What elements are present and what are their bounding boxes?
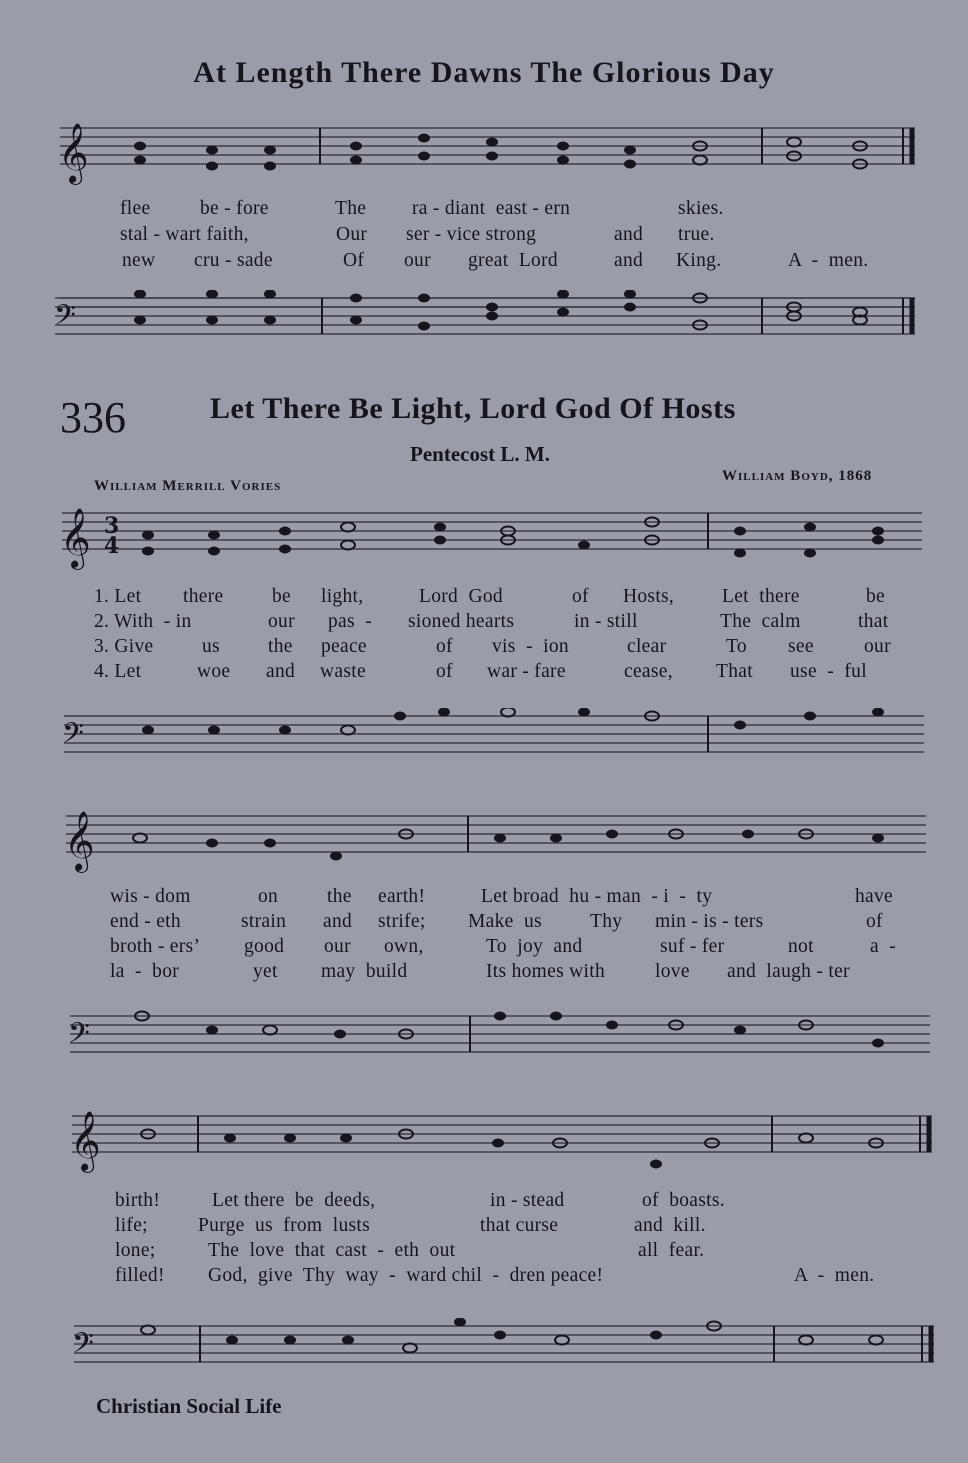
lyric-syllable: Our — [336, 224, 368, 245]
treble-clef-icon: 𝄞 — [70, 1111, 101, 1171]
lyric-syllable: A - men. — [788, 250, 869, 271]
lyric-syllable: and laugh - ter — [727, 961, 850, 982]
lyric-syllable: and — [266, 661, 296, 682]
system-3-treble-staff — [0, 1108, 968, 1178]
lyric-syllable: war - fare — [487, 661, 566, 682]
time-signature: 3 — [104, 513, 120, 539]
lyric-syllable: a - — [870, 936, 897, 957]
stanza-1-line — [0, 1190, 968, 1216]
lyric-syllable: of — [436, 661, 453, 682]
lyric-syllable: love — [655, 961, 690, 982]
lyric-syllable: woe — [197, 661, 231, 682]
lyric-syllable: see — [788, 636, 814, 657]
lyric-syllable: be - fore — [200, 198, 269, 219]
lyric-syllable: great Lord — [468, 250, 558, 271]
lyric-syllable: waste — [320, 661, 366, 682]
stanza-4-line — [0, 661, 968, 687]
top-lyric-line-3 — [0, 250, 968, 276]
lyric-syllable: ra - diant east - ern — [412, 198, 571, 219]
lyric-syllable: Thy — [590, 911, 623, 932]
author-credit: William Merrill Vories — [94, 478, 282, 494]
system-2-bass-staff — [0, 1008, 968, 1078]
lyric-syllable: Let broad hu - man - i - ty — [481, 886, 713, 907]
note-heads — [134, 134, 636, 171]
system-1-treble-staff — [0, 505, 968, 575]
section-footer: Christian Social Life — [96, 1394, 282, 1418]
top-hymn-title: At Length There Dawns The Glorious Day — [193, 56, 775, 89]
lyric-syllable: us — [202, 636, 220, 657]
system-3-bass-staff — [0, 1318, 968, 1393]
lyric-syllable: wis - dom — [110, 886, 191, 907]
lyric-syllable: stal - wart faith, — [120, 224, 249, 245]
lyric-syllable: lone; — [115, 1240, 156, 1261]
lyric-syllable: of — [866, 911, 883, 932]
lyric-syllable: and — [614, 224, 644, 245]
lyric-syllable: the — [268, 636, 293, 657]
lyric-syllable: 2. With - in — [94, 611, 192, 632]
lyric-syllable: of — [436, 636, 453, 657]
treble-clef-icon: 𝄞 — [60, 508, 91, 568]
lyric-syllable: The calm — [720, 611, 801, 632]
lyric-syllable: strain — [241, 911, 287, 932]
stanza-2-line — [0, 611, 968, 637]
top-lyric-line-1 — [0, 198, 968, 224]
lyric-syllable: and — [614, 250, 644, 271]
lyric-syllable: King. — [676, 250, 722, 271]
lyric-syllable: cru - sade — [194, 250, 273, 271]
lyric-syllable: ser - vice strong — [406, 224, 537, 245]
lyric-syllable: that curse — [480, 1215, 559, 1236]
lyric-syllable: skies. — [678, 198, 724, 219]
lyric-syllable: sioned hearts — [408, 611, 515, 632]
lyric-syllable: Hosts, — [623, 586, 675, 607]
stanza-1-line — [0, 586, 968, 612]
lyric-syllable: That — [716, 661, 753, 682]
stanza-2-line — [0, 1215, 968, 1241]
lyric-syllable: use - ful — [790, 661, 867, 682]
stanza-2-line — [0, 911, 968, 937]
lyric-syllable: pas - — [328, 611, 373, 632]
lyric-syllable: flee — [120, 198, 151, 219]
lyric-syllable: suf - fer — [660, 936, 725, 957]
lyric-syllable: To — [726, 636, 747, 657]
lyric-syllable: there — [183, 586, 224, 607]
top-bass-staff — [0, 290, 968, 370]
lyric-syllable: in - still — [574, 611, 638, 632]
lyric-syllable: our — [404, 250, 431, 271]
half-notes — [693, 294, 867, 330]
lyric-syllable: light, — [321, 586, 364, 607]
lyric-syllable: vis - ion — [492, 636, 569, 657]
bass-clef-icon: 𝄢 — [62, 717, 84, 757]
lyric-syllable: birth! — [115, 1190, 161, 1211]
lyric-syllable: and — [323, 911, 353, 932]
lyric-syllable: may build — [321, 961, 408, 982]
lyric-syllable: be — [272, 586, 292, 607]
lyric-syllable: that — [858, 611, 889, 632]
lyric-syllable: our — [864, 636, 891, 657]
lyric-syllable: earth! — [378, 886, 426, 907]
bass-clef-icon: 𝄢 — [54, 299, 76, 339]
lyric-syllable: our — [268, 611, 295, 632]
lyric-syllable: not — [788, 936, 814, 957]
lyric-syllable: 1. Let — [94, 586, 142, 607]
lyric-syllable: Let there — [722, 586, 800, 607]
lyric-syllable: The love that cast - eth out — [208, 1240, 456, 1261]
treble-clef-icon: 𝄞 — [64, 811, 95, 871]
lyric-syllable: clear — [627, 636, 667, 657]
lyric-syllable: Its homes with — [486, 961, 606, 982]
lyric-syllable: broth - ers’ — [110, 936, 201, 957]
lyric-syllable: To joy and — [486, 936, 583, 957]
lyric-syllable: min - is - ters — [655, 911, 764, 932]
stanza-3-line — [0, 1240, 968, 1266]
lyric-syllable: new — [122, 250, 156, 271]
lyric-syllable: strife; — [378, 911, 426, 932]
hymn-title: Let There Be Light, Lord God Of Hosts — [210, 392, 736, 425]
hymn-number: 336 — [60, 393, 126, 442]
lyric-syllable: our — [324, 936, 351, 957]
stanza-4-line — [0, 1265, 968, 1291]
lyric-syllable: the — [327, 886, 352, 907]
lyric-syllable: God, give Thy way - ward chil - dren peace! — [208, 1265, 604, 1286]
top-lyric-line-2 — [0, 224, 968, 250]
stanza-3-line — [0, 636, 968, 662]
lyric-syllable: 4. Let — [94, 661, 142, 682]
lyric-syllable: end - eth — [110, 911, 181, 932]
lyric-syllable: and kill. — [634, 1215, 706, 1236]
lyric-syllable: Lord God — [419, 586, 503, 607]
lyric-syllable: life; — [115, 1215, 148, 1236]
lyric-syllable: Make us — [468, 911, 542, 932]
lyric-syllable: of boasts. — [642, 1190, 725, 1211]
lyric-syllable: la - bor — [110, 961, 180, 982]
system-1-bass-staff — [0, 708, 968, 778]
system-2-treble-staff — [0, 808, 968, 878]
lyric-syllable: Purge us from lusts — [198, 1215, 370, 1236]
lyric-syllable: good — [244, 936, 285, 957]
stanza-1-line — [0, 886, 968, 912]
lyric-syllable: yet — [253, 961, 278, 982]
lyric-syllable: in - stead — [490, 1190, 565, 1211]
lyric-syllable: all fear. — [638, 1240, 705, 1261]
time-signature: 4 — [104, 533, 120, 559]
lyric-syllable: peace — [321, 636, 367, 657]
composer-credit: William Boyd, 1868 — [722, 468, 873, 484]
lyric-syllable: own, — [384, 936, 424, 957]
stanza-3-line — [0, 936, 968, 962]
tune-name: Pentecost L. M. — [410, 442, 550, 466]
bass-clef-icon: 𝄢 — [72, 1327, 94, 1367]
lyric-syllable: A - men. — [794, 1265, 875, 1286]
stanza-4-line — [0, 961, 968, 987]
lyric-syllable: Of — [343, 250, 365, 271]
bass-clef-icon: 𝄢 — [68, 1017, 90, 1057]
lyric-syllable: of — [572, 586, 589, 607]
treble-clef-icon: 𝄞 — [58, 123, 89, 183]
lyric-syllable: be — [866, 586, 886, 607]
lyric-syllable: The — [335, 198, 367, 219]
lyric-syllable: filled! — [115, 1265, 165, 1286]
lyric-syllable: on — [258, 886, 279, 907]
lyric-syllable: true. — [678, 224, 715, 245]
lyric-syllable: cease, — [624, 661, 673, 682]
lyric-syllable: 3. Give — [94, 636, 154, 657]
lyric-syllable: have — [855, 886, 894, 907]
lyric-syllable: Let there be deeds, — [212, 1190, 376, 1211]
